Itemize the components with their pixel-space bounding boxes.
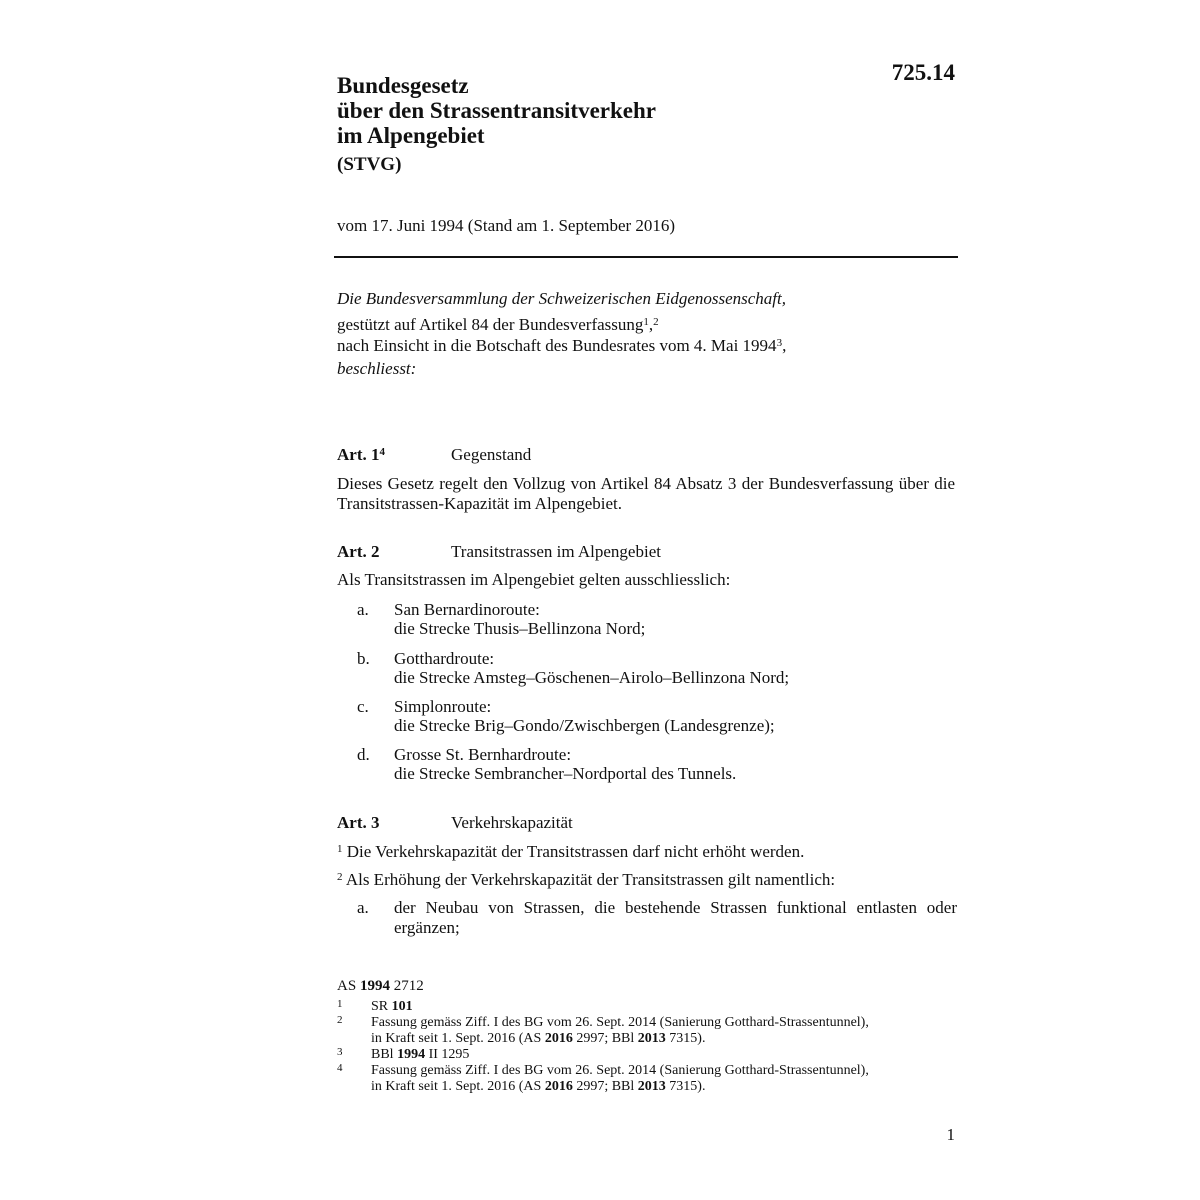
list-item-section: die Strecke Brig–Gondo/Zwischbergen (Landesgrenze);: [394, 716, 775, 735]
footnote-text: SR: [371, 999, 389, 1014]
list-item-route: Grosse St. Bernhardroute:: [394, 745, 572, 764]
art-2-title: Transitstrassen im Alpengebiet: [451, 542, 661, 561]
footnote-number: 2: [337, 1014, 343, 1026]
preamble-basis: [337, 314, 957, 335]
footnote-text: Fassung gemäss Ziff. I des BG vom 26. Sept. 2014 (Sanierung Gotthard-Strassentunnel),: [371, 1015, 869, 1030]
art-2-intro: Als Transitstrassen im Alpengebiet gelten ausschliesslich:: [337, 570, 731, 589]
title-line-1: Bundesgesetz: [337, 73, 469, 98]
art-1-heading: [337, 445, 531, 465]
list-item-letter: a.: [357, 898, 369, 917]
list-item-route: San Bernardinoroute:: [394, 600, 540, 619]
title-line-3: im Alpengebiet: [337, 123, 485, 148]
as-year: 1994: [359, 978, 390, 994]
footnotes: [337, 978, 957, 1095]
page-number: 1: [946, 1125, 955, 1144]
preamble-basis-sep: ,: [648, 315, 654, 334]
list-item-letter: b.: [357, 649, 370, 668]
list-item-letter: c.: [357, 697, 369, 716]
art-1-title: Gegenstand: [451, 445, 532, 464]
footnote-number: 4: [337, 1062, 343, 1074]
preamble: [337, 288, 957, 379]
list-item: [357, 745, 957, 785]
footnote-ref-2[interactable]: 2: [653, 316, 659, 328]
list-item-letter: d.: [357, 745, 370, 764]
footnote: [337, 1063, 957, 1095]
footnote-ref-3[interactable]: 3: [776, 337, 783, 349]
footnote-text-bold: 1994: [397, 1047, 426, 1062]
law-title: [337, 73, 656, 148]
footnote-ref-4[interactable]: 4: [379, 446, 385, 458]
art-3-paragraph-1: [337, 842, 955, 862]
sr-number: 725.14: [891, 60, 955, 85]
date-line: vom 17. Juni 1994 (Stand am 1. September 2016): [337, 216, 676, 235]
list-item: [357, 898, 957, 938]
official-collection-ref: [337, 978, 957, 995]
footnote: [337, 1015, 957, 1047]
art-2-heading: [337, 542, 661, 562]
footnote-text: II 1295: [428, 1047, 470, 1062]
art-3-heading: [337, 813, 573, 833]
list-item: [357, 697, 957, 737]
art-2-number: Art. 2: [337, 542, 380, 561]
header-rule: [334, 256, 958, 258]
art-1-number: Art. $1^4$: [337, 445, 385, 464]
list-item-letter: a.: [357, 600, 369, 619]
list-item-section: die Strecke Thusis–Bellinzona Nord;: [394, 619, 646, 638]
preamble-message-text: nach Einsicht in die Botschaft des Bundesrates vom 4. Mai 1994: [337, 336, 777, 355]
footnote-ref-1[interactable]: 1: [643, 316, 649, 328]
law-abbreviation: (STVG): [337, 154, 402, 175]
art-1-text: Dieses Gesetz regelt den Vollzug von Artikel 84 Absatz 3 der Bundesverfassung über die Transitstrassen-Kapazität im Alpengebiet.: [337, 474, 955, 513]
footnote-text: Fassung gemäss Ziff. I des BG vom 26. Sept. 2014 (Sanierung Gotthard-Strassentunnel),: [371, 1063, 869, 1078]
footnote: [337, 1047, 957, 1063]
preamble-basis-text: gestützt auf Artikel 84 der Bundesverfassung: [337, 315, 644, 334]
footnote: [337, 999, 957, 1015]
footnote-number: 1: [337, 998, 343, 1010]
preamble-enacting-body: Die Bundesversammlung der Schweizerischen Eidgenossenschaft,: [337, 289, 786, 308]
list-item-route: Simplonroute:: [394, 697, 492, 716]
art-3-title: Verkehrskapazität: [451, 813, 573, 832]
paragraph-number: 2: [337, 871, 343, 883]
footnote-text: in Kraft seit 1. Sept. 2016 (AS 2016 2997; BBl 2013 7315).: [371, 1079, 706, 1094]
art-3-number: Art. 3: [337, 813, 380, 832]
paragraph-text: Als Erhöhung der Verkehrskapazität der Transitstrassen gilt namentlich:: [345, 870, 836, 889]
list-item: [357, 600, 957, 640]
preamble-decides: beschliesst:: [337, 359, 417, 378]
preamble-message-end: ,: [782, 336, 787, 355]
footnote-text: BBl: [371, 1047, 394, 1062]
list-item-text: der Neubau von Strassen, die bestehende Strassen funktional entlasten oder ergänzen;: [394, 898, 957, 937]
footnote-text: in Kraft seit 1. Sept. 2016 (AS 2016 2997; BBl 2013 7315).: [371, 1031, 706, 1046]
art-3-paragraph-2: [337, 870, 955, 890]
list-item-route: Gotthardroute:: [394, 649, 495, 668]
list-item-section: die Strecke Sembrancher–Nordportal des Tunnels.: [394, 764, 737, 783]
list-item-section: die Strecke Amsteg–Göschenen–Airolo–Bellinzona Nord;: [394, 668, 790, 687]
title-line-2: über den Strassentransitverkehr: [337, 98, 657, 123]
footnote-number: 3: [337, 1046, 343, 1058]
list-item: [357, 649, 957, 689]
paragraph-text: Die Verkehrskapazität der Transitstrassen darf nicht erhöht werden.: [346, 842, 805, 861]
preamble-message: [337, 335, 957, 356]
as-prefix: AS: [337, 978, 357, 994]
as-page: 2712: [393, 978, 424, 994]
footnote-text-bold: 101: [391, 999, 413, 1014]
paragraph-number: 1: [337, 843, 343, 855]
